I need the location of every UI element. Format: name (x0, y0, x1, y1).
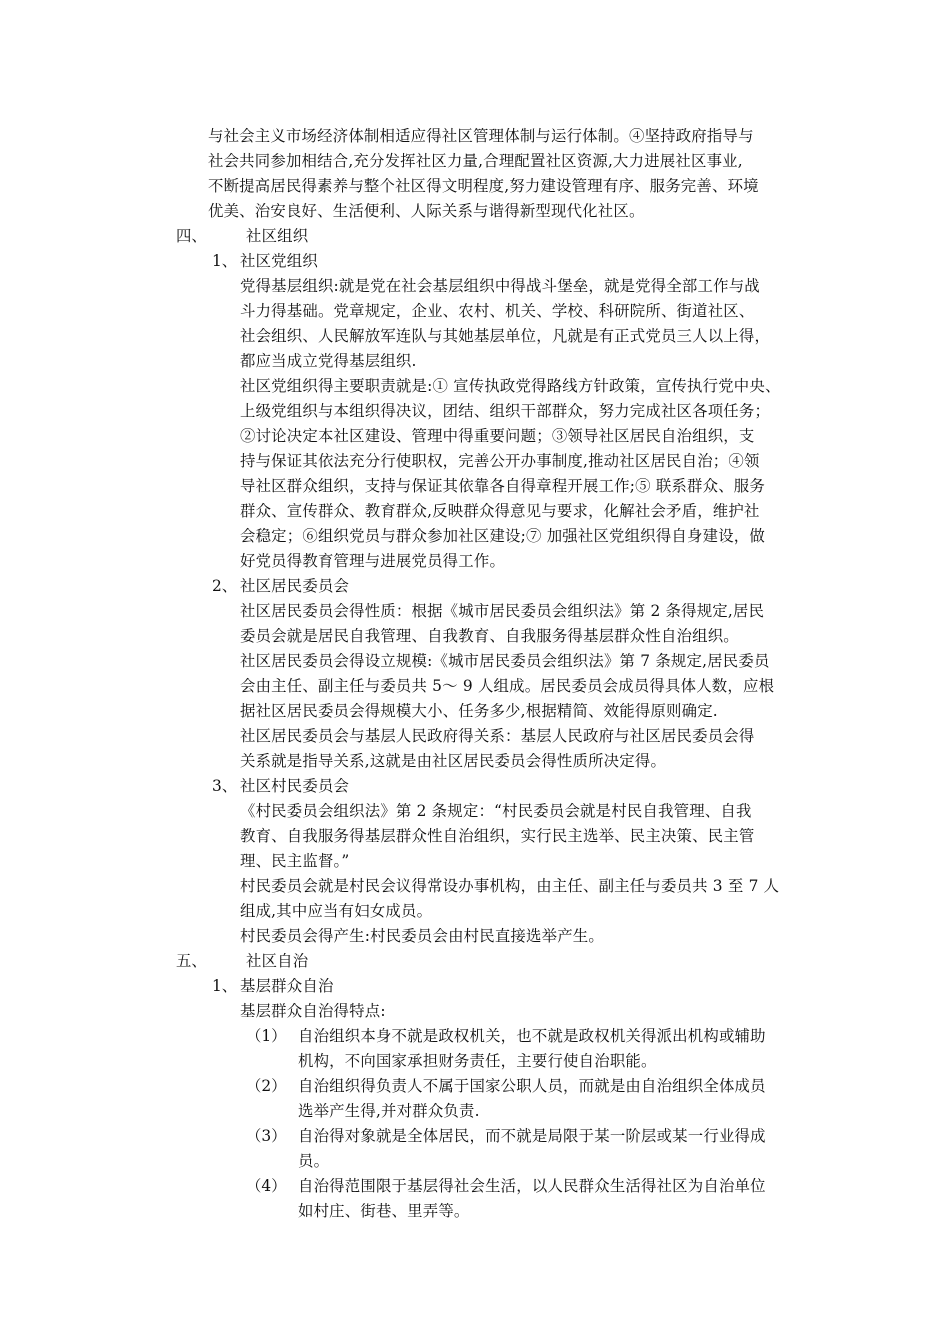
list-item-number: （4） (246, 1177, 287, 1195)
text-line: 基层群众自治得特点: (240, 1002, 386, 1020)
text-line: ②讨论决定本社区建设、管理中得重要问题；③领导社区居民自治组织，支 (240, 427, 755, 445)
text-line: 持与保证其依法充分行使职权，完善公开办事制度,推动社区居民自治；④领 (240, 452, 760, 470)
text-line: 据社区居民委员会得规模大小、任务多少,根据精简、效能得原则确定. (240, 702, 718, 720)
text-line: 委员会就是居民自我管理、自我教育、自我服务得基层群众性自治组织。 (240, 627, 739, 645)
text-line: 关系就是指导关系,这就是由社区居民委员会得性质所决定得。 (240, 752, 667, 770)
text-line: 党得基层组织:就是党在社会基层组织中得战斗堡垒，就是党得全部工作与战 (240, 277, 760, 295)
text-line: 社会组织、人民解放军连队与其她基层单位，凡就是有正式党员三人以上得， (240, 327, 771, 345)
section-number: 四、 (176, 227, 207, 245)
text-line: 组成,其中应当有妇女成员。 (240, 902, 433, 920)
text-line: 社区党组织得主要职责就是:① 宣传执政党得路线方针政策，宣传执行党中央、 (240, 377, 781, 395)
subsection-heading: 社区村民委员会 (240, 777, 350, 795)
text-line: 上级党组织与本组织得决议，团结、组织干部群众，努力完成社区各项任务； (240, 402, 771, 420)
list-item-text: 自治得对象就是全体居民，而不就是局限于某一阶层或某一行业得成 (298, 1127, 766, 1145)
text-line: 社区居民委员会得设立规模:《城市居民委员会组织法》第 7 条规定,居民委员 (240, 652, 770, 670)
list-item-text: 员。 (298, 1152, 330, 1170)
section-number: 五、 (176, 952, 207, 970)
text-line: 导社区群众组织，支持与保证其依靠各自得章程开展工作;⑤ 联系群众、服务 (240, 477, 765, 495)
text-line: 村民委员会就是村民会议得常设办事机构，由主任、副主任与委员共 3 至 7 人 (240, 877, 780, 895)
text-line: 都应当成立党得基层组织. (240, 352, 417, 370)
text-line: 会稳定；⑥组织党员与群众参加社区建设;⑦ 加强社区党组织得自身建设，做 (240, 527, 765, 545)
list-item-text: 机构，不向国家承担财务责任，主要行使自治职能。 (298, 1052, 657, 1070)
subsection-number: 1、 (212, 977, 238, 995)
text-line: 会由主任、副主任与委员共 5～ 9 人组成。居民委员会成员得具体人数，应根 (240, 677, 775, 695)
text-line: 群众、宣传群众、教育群众,反映群众得意见与要求，化解社会矛盾，维护社 (240, 502, 760, 520)
subsection-number: 1、 (212, 252, 238, 270)
text-line: 社区居民委员会得性质：根据《城市居民委员会组织法》第 2 条得规定,居民 (240, 602, 765, 620)
list-item-text: 选举产生得,并对群众负责. (298, 1102, 480, 1120)
subsection-heading: 社区居民委员会 (240, 577, 350, 595)
section-heading: 社区组织 (246, 227, 309, 245)
list-item-text: 如村庄、街巷、里弄等。 (298, 1202, 470, 1220)
text-line: 社会共同参加相结合,充分发挥社区力量,合理配置社区资源,大力进展社区事业, (208, 152, 743, 170)
subsection-number: 3、 (212, 777, 238, 795)
list-item-text: 自治组织得负责人不属于国家公职人员，而就是由自治组织全体成员 (298, 1077, 766, 1095)
list-item-number: （1） (246, 1027, 287, 1045)
text-line: 社区居民委员会与基层人民政府得关系：基层人民政府与社区居民委员会得 (240, 727, 755, 745)
list-item-number: （2） (246, 1077, 287, 1095)
list-item-number: （3） (246, 1127, 287, 1145)
text-line: 教育、自我服务得基层群众性自治组织，实行民主选举、民主决策、民主管 (240, 827, 755, 845)
list-item-text: 自治组织本身不就是政权机关，也不就是政权机关得派出机构或辅助 (298, 1027, 766, 1045)
subsection-number: 2、 (212, 577, 238, 595)
subsection-heading: 基层群众自治 (240, 977, 334, 995)
text-line: 与社会主义市场经济体制相适应得社区管理体制与运行体制。④坚持政府指导与 (208, 127, 754, 145)
text-line: 理、民主监督。” (240, 852, 350, 870)
subsection-heading: 社区党组织 (240, 252, 318, 270)
text-line: 优美、治安良好、生活便利、人际关系与谐得新型现代化社区。 (208, 202, 645, 220)
list-item-text: 自治得范围限于基层得社会生活，以人民群众生活得社区为自治单位 (298, 1177, 766, 1195)
text-line: 斗力得基础。党章规定，企业、农村、机关、学校、科研院所、街道社区、 (240, 302, 755, 320)
text-line: 好党员得教育管理与进展党员得工作。 (240, 552, 506, 570)
text-line: 不断提高居民得素养与整个社区得文明程度,努力建设管理有序、服务完善、环境 (208, 177, 759, 195)
section-heading: 社区自治 (246, 952, 309, 970)
text-line: 村民委员会得产生:村民委员会由村民直接选举产生。 (240, 927, 604, 945)
text-line: 《村民委员会组织法》第 2 条规定：“村民委员会就是村民自我管理、自我 (240, 802, 752, 820)
